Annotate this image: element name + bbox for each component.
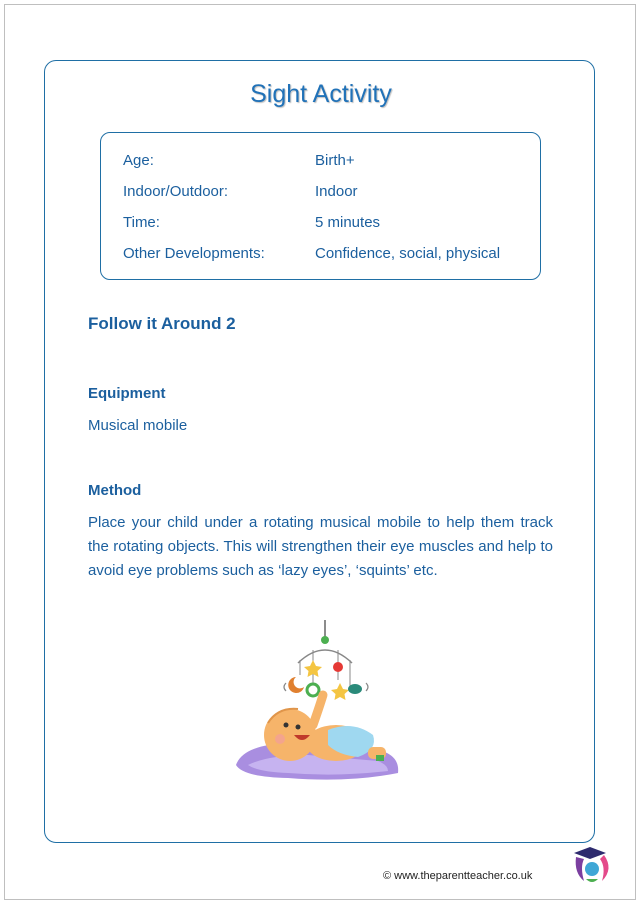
parent-teacher-logo	[570, 845, 616, 885]
info-value: 5 minutes	[315, 214, 381, 231]
info-label: Indoor/Outdoor:	[123, 183, 229, 200]
info-label: Other Developments:	[123, 245, 265, 262]
info-value: Confidence, social, physical	[315, 245, 501, 262]
baby-mobile-illustration	[228, 615, 408, 785]
info-value: Indoor	[315, 183, 358, 200]
activity-name: Follow it Around 2	[88, 314, 236, 333]
equipment-text: Musical mobile	[88, 417, 188, 434]
info-label: Age:	[123, 152, 154, 169]
info-label: Time:	[123, 214, 160, 231]
info-box	[100, 132, 541, 280]
method-text: Place your child under a rotating musical mobile to help them track the rotating objects. This will strengthen their eye muscles and help to avoid eye problems such as ‘lazy eyes’, ‘squints’ etc.	[88, 514, 553, 579]
page-title: Sight Activity	[250, 80, 392, 108]
info-value: Birth+	[315, 152, 355, 169]
footer-copyright: © www.theparentteacher.co.uk	[383, 870, 533, 882]
method-heading: Method	[88, 482, 142, 499]
equipment-heading: Equipment	[88, 385, 166, 402]
